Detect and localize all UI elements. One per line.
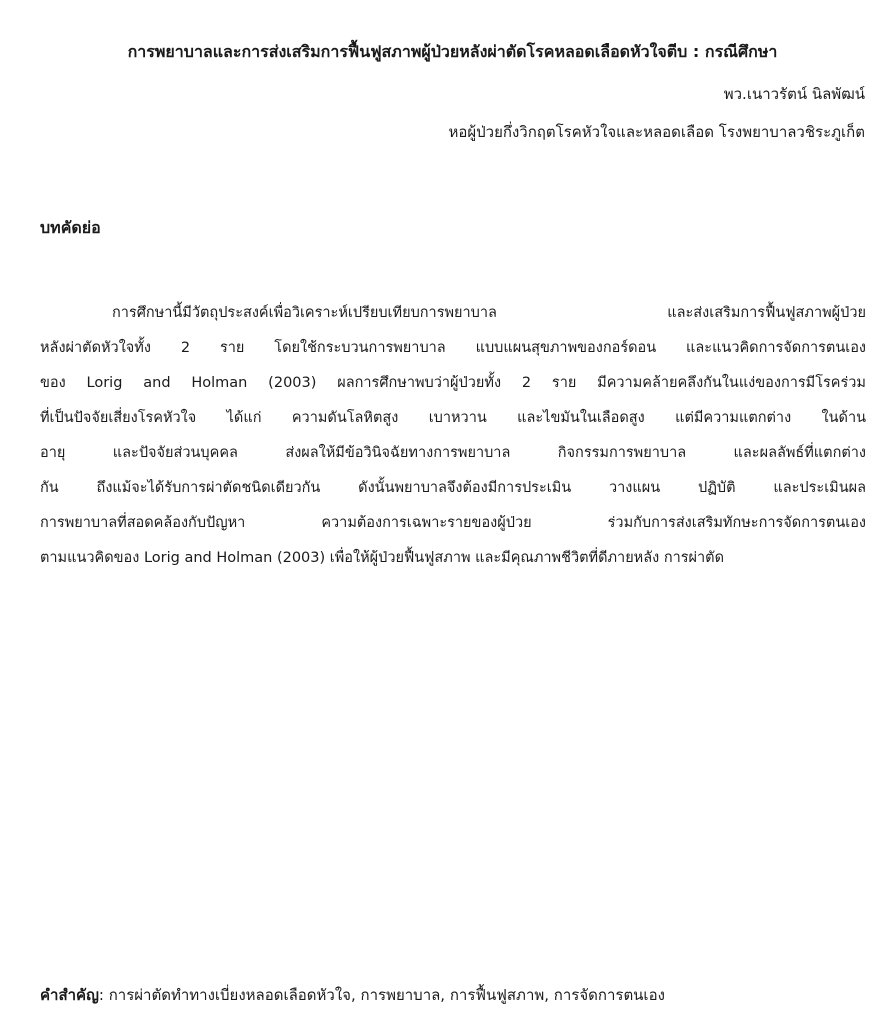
abstract-line: ที่เป็นปัจจัยเสี่ยงโรคหัวใจ ได้แก่ ความดันโลหิตสูง เบาหวาน และไขมันในเลือดสูง แต่มีความแตกต่าง ในด้าน (40, 410, 866, 426)
keywords-label: คำสำคัญ (40, 986, 99, 1004)
keywords-separator: : (98, 986, 109, 1004)
abstract-line: การศึกษานี้มีวัตถุประสงค์เพื่อวิเคราะห์เปรียบเทียบการพยาบาล และส่งเสริมการฟื้นฟูสภาพผู้ป่วย (112, 305, 866, 321)
abstract-line: กัน ถึงแม้จะได้รับการผ่าตัดชนิดเดียวกัน ดังนั้นพยาบาลจึงต้องมีการประเมิน วางแผน ปฏิบัติ และประเมินผล (40, 480, 866, 496)
keywords (40, 982, 665, 1008)
author-name: พว.เนาวรัตน์ นิลพัฒน์ (723, 85, 865, 103)
abstract-body (40, 296, 866, 576)
abstract-line: ตามแนวคิดของ Lorig and Holman (2003) เพื่อให้ผู้ป่วยฟื้นฟูสภาพ และมีคุณภาพชีวิตที่ดีภายหลัง การผ่าตัด (40, 550, 724, 566)
abstract-heading: บทคัดย่อ (40, 218, 101, 237)
abstract-line: หลังผ่าตัดหัวใจทั้ง 2 ราย โดยใช้กระบวนการพยาบาล แบบแผนสุขภาพของกอร์ดอน และแนวคิดการจัดการตนเอง (40, 340, 866, 356)
abstract-line: อายุ และปัจจัยส่วนบุคคล ส่งผลให้มีข้อวินิจฉัยทางการพยาบาล กิจกรรมการพยาบาล และผลลัพธ์ที่แตกต่าง (40, 445, 866, 461)
abstract-line: ของ Lorig and Holman (2003) ผลการศึกษาพบว่าผู้ป่วยทั้ง 2 ราย มีความคล้ายคลึงกันในแง่ของการมีโรคร่วม (40, 375, 866, 391)
document-title: การพยาบาลและการส่งเสริมการฟื้นฟูสภาพผู้ป่วยหลังผ่าตัดโรคหลอดเลือดหัวใจตีบ : กรณีศึกษา (127, 42, 778, 61)
abstract-line: การพยาบาลที่สอดคล้องกับปัญหา ความต้องการเฉพาะรายของผู้ป่วย ร่วมกับการส่งเสริมทักษะการจัดการตนเอง (40, 515, 866, 531)
keywords-text: การผ่าตัดทำทางเบี่ยงหลอดเลือดหัวใจ, การพยาบาล, การฟื้นฟูสภาพ, การจัดการตนเอง (108, 986, 665, 1004)
author-affiliation: หอผู้ป่วยกึ่งวิกฤตโรคหัวใจและหลอดเลือด โรงพยาบาลวชิระภูเก็ต (448, 123, 865, 141)
